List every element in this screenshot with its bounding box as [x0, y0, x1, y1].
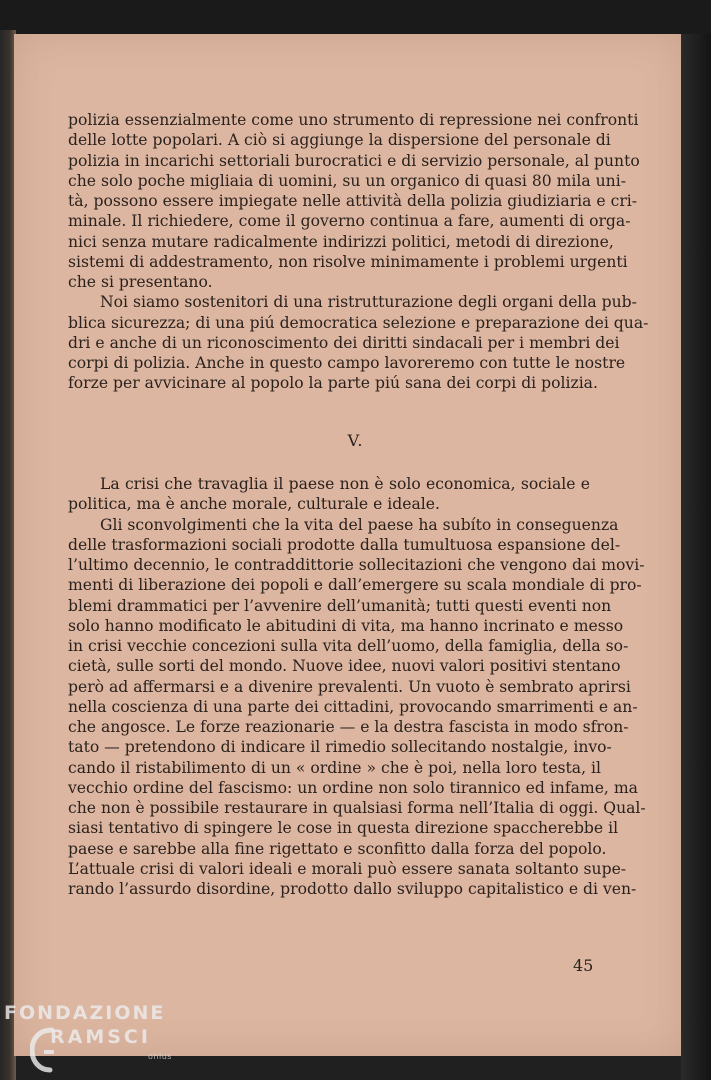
text-line: politica, ma è anche morale, culturale e ideale.: [68, 495, 440, 514]
text-line: però ad affermarsi e a divenire prevalenti. Un vuoto è sembrato aprirsi: [68, 677, 631, 696]
watermark-suffix: onlus: [148, 1052, 172, 1061]
text-line: cietà, sulle sorti del mondo. Nuove idee, nuovi valori positivi stentano: [68, 657, 621, 676]
text-line: blica sicurezza; di una piú democratica selezione e preparazione dei qua-: [68, 313, 649, 332]
text-line: solo hanno modificato le abitudini di vita, ma hanno incrinato e messo: [68, 616, 624, 635]
text-line: l’ultimo decennio, le contraddittorie sollecitazioni che vengono dai movi-: [68, 556, 645, 574]
text-line: tato — pretendono di indicare il rimedio sollecitando nostalgie, invo-: [68, 738, 612, 757]
scan-right-border: [681, 34, 711, 1080]
body-text-bottom: [68, 474, 646, 899]
text-line: Noi siamo sostenitori di una ristrutturazione degli organi della pub-: [100, 293, 637, 312]
watermark-logo: [4, 1002, 204, 1078]
text-line: menti di liberazione dei popoli e dall’emergere su scala mondiale di pro-: [68, 576, 642, 595]
text-line: L’attuale crisi di valori ideali e morali può essere sanata soltanto supe-: [68, 859, 627, 878]
text-line: La crisi che travaglia il paese non è solo economica, sociale e: [100, 475, 590, 493]
scan-top-border: [0, 0, 711, 36]
text-line: paese e sarebbe alla fine rigettato e sconfitto dalla forza del popolo.: [68, 839, 607, 858]
text-line: corpi di polizia. Anche in questo campo lavoreremo con tutte le nostre: [68, 354, 626, 372]
text-line: dri e anche di un riconoscimento dei diritti sindacali per i membri dei: [68, 333, 620, 352]
text-line: in crisi vecchie concezioni sulla vita dell’uomo, della famiglia, della so-: [68, 637, 629, 655]
text-line: cando il ristabilimento di un « ordine » che è poi, nella loro testa, il: [68, 758, 601, 777]
text-line: rando l’assurdo disordine, prodotto dallo sviluppo capitalistico e di ven-: [68, 880, 637, 898]
text-line: tà, possono essere impiegate nelle attività della polizia giudiziaria e cri-: [68, 192, 638, 210]
text-line: Gli sconvolgimenti che la vita del paese ha subíto in conseguenza: [100, 515, 619, 534]
text-line: blemi drammatici per l’avvenire dell’umanità; tutti questi eventi non: [68, 596, 612, 615]
text-line: che si presentano.: [68, 273, 213, 291]
text-line: delle lotte popolari. A ciò si aggiunge la dispersione del personale di: [68, 131, 611, 150]
text-line: polizia in incarichi settoriali burocratici e di servizio personale, al punto: [68, 151, 640, 170]
text-line: che solo poche migliaia di uomini, su un organico di quasi 80 mila uni-: [68, 171, 626, 190]
page-number: 45: [573, 956, 594, 975]
text-line: vecchio ordine del fascismo: un ordine non solo tirannico ed infame, ma: [68, 778, 638, 797]
text-line: nella coscienza di una parte dei cittadini, provocando smarrimenti e an-: [68, 697, 638, 716]
text-line: delle trasformazioni sociali prodotte dalla tumultuosa espansione del-: [68, 535, 621, 554]
text-line: forze per avvicinare al popolo la parte piú sana dei corpi di polizia.: [68, 374, 598, 393]
watermark-line-1: FONDAZIONE: [4, 1002, 166, 1024]
watermark-line-2: RAMSCI: [50, 1026, 151, 1048]
section-heading: V.: [347, 431, 364, 450]
text-line: che non è possibile restaurare in qualsiasi forma nell’Italia di oggi. Qual-: [68, 799, 646, 817]
text-line: nici senza mutare radicalmente indirizzi politici, metodi di direzione,: [68, 232, 614, 251]
body-text-top: [68, 110, 649, 394]
text-line: sistemi di addestramento, non risolve minimamente i problemi urgenti: [68, 252, 628, 271]
text-line: che angosce. Le forze reazionarie — e la destra fascista in modo sfron-: [68, 718, 629, 736]
text-line: siasi tentativo di spingere le cose in questa direzione spaccherebbe il: [68, 819, 619, 838]
text-line: polizia essenzialmente come uno strumento di repressione nei confronti: [68, 111, 639, 129]
text-line: minale. Il richiedere, come il governo continua a fare, aumenti di orga-: [68, 212, 631, 231]
